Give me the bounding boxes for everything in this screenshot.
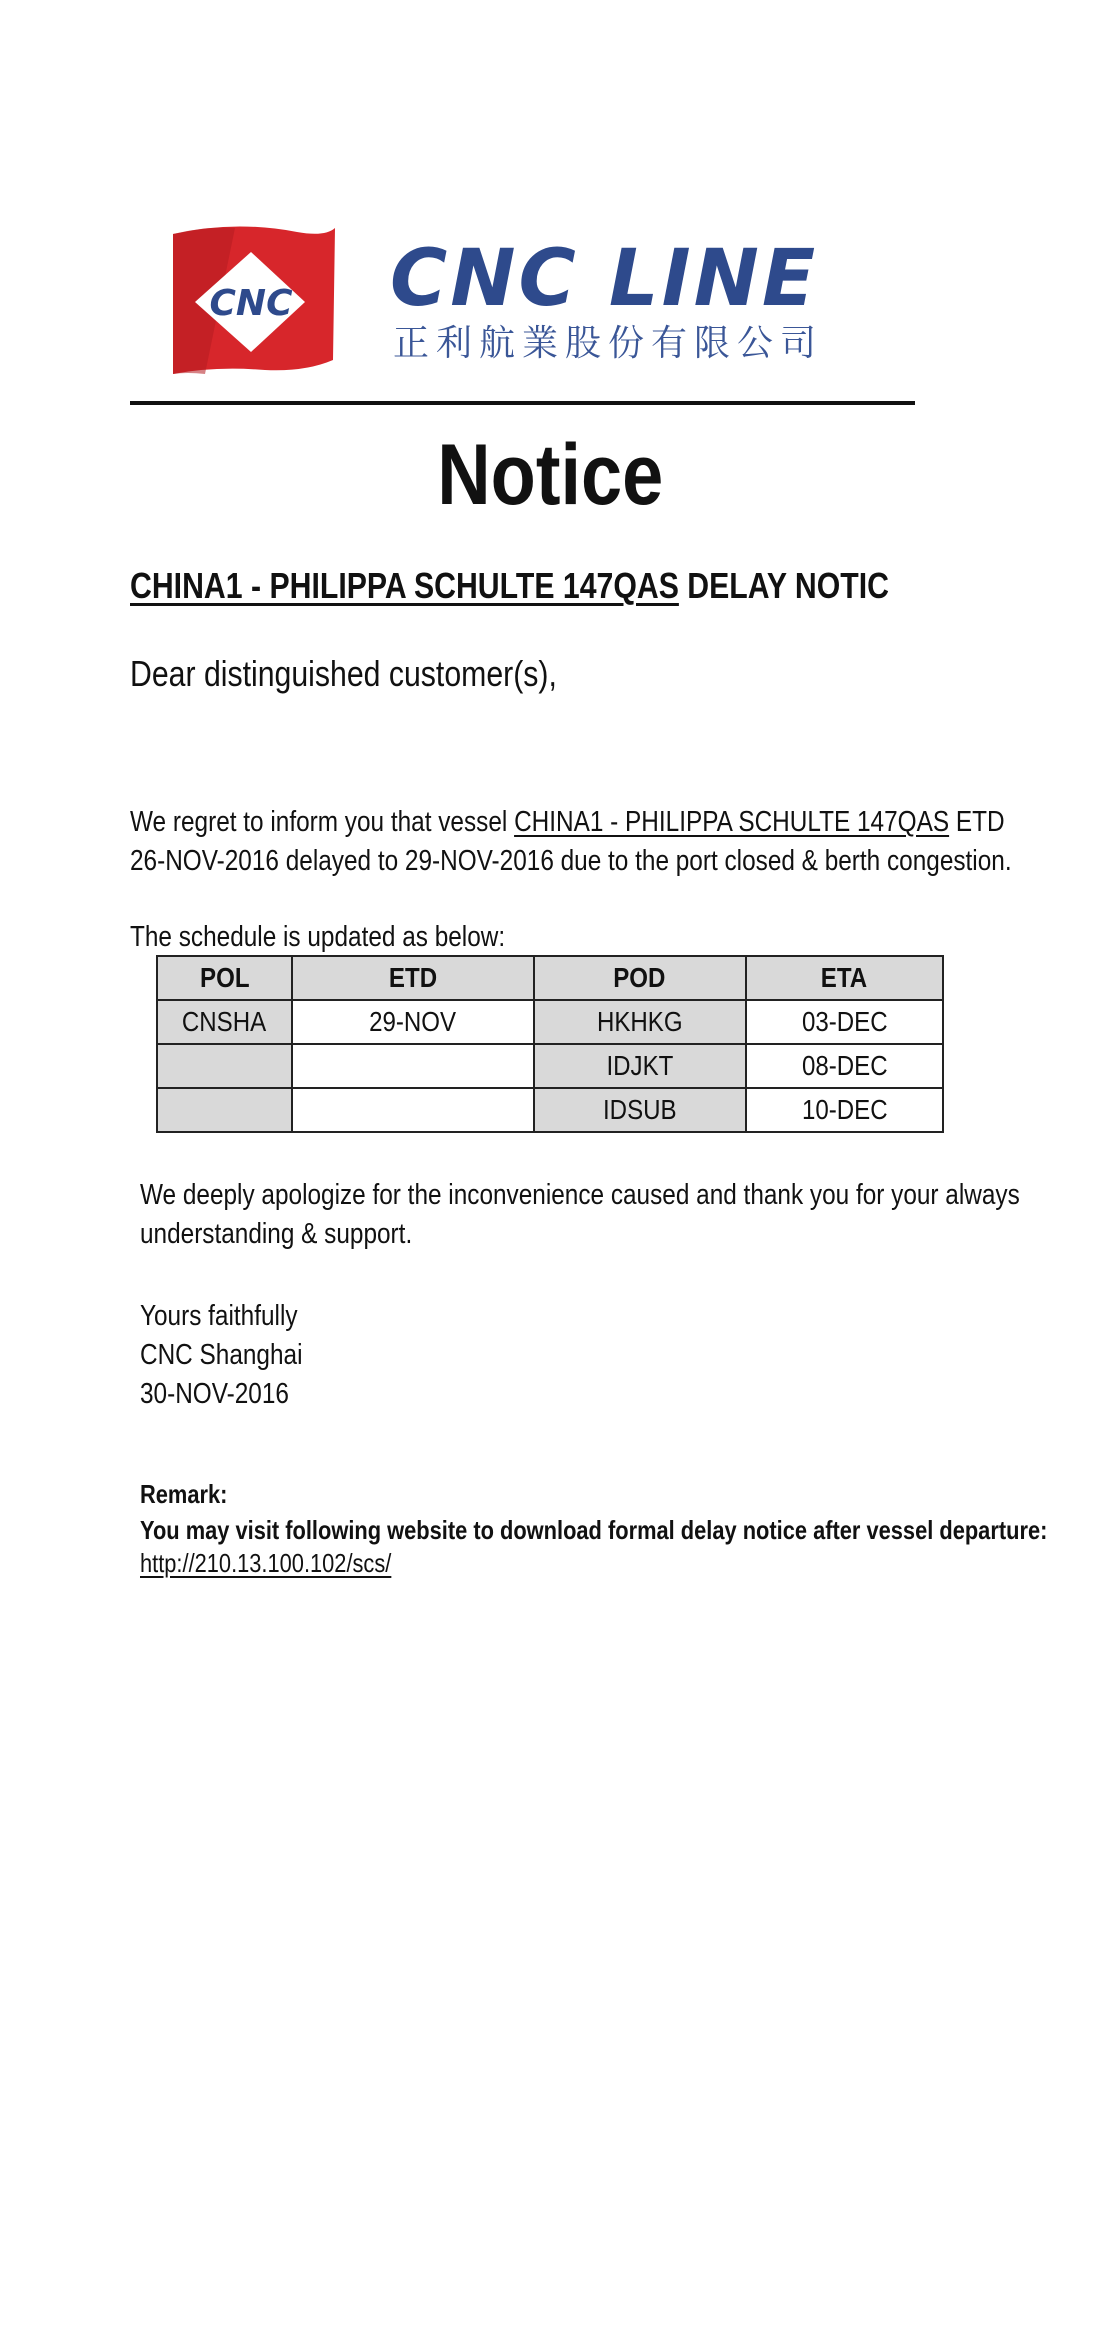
table-header-row — [157, 956, 943, 1000]
cell-pol — [157, 1044, 292, 1088]
apology-line-2: understanding & support. — [140, 1218, 413, 1250]
closing-salutation: Yours faithfully — [140, 1300, 298, 1332]
cell-etd: 29-NOV — [292, 1000, 534, 1044]
table-row — [157, 1044, 943, 1088]
table-row — [157, 1088, 943, 1132]
cell-pod: IDSUB — [534, 1088, 746, 1132]
remark-label: Remark: — [140, 1479, 228, 1509]
cell-etd — [292, 1044, 534, 1088]
subject-vessel: CHINA1 - PHILIPPA SCHULTE 147QAS — [130, 565, 679, 606]
schedule-intro: The schedule is updated as below: — [130, 921, 506, 953]
header-etd: ETD — [292, 956, 534, 1000]
subject-line — [130, 565, 1034, 606]
cnc-flag-logo — [165, 222, 340, 382]
cell-pod: IDJKT — [534, 1044, 746, 1088]
closing-sender: CNC Shanghai — [140, 1339, 303, 1371]
apology-line-1: We deeply apologize for the inconvenience caused and thank you for your always — [140, 1179, 1020, 1211]
header-eta: ETA — [746, 956, 943, 1000]
cell-eta: 10-DEC — [746, 1088, 943, 1132]
brand-chinese-name: 正利航業股份有限公司 — [393, 323, 824, 364]
body-line-2: 26-NOV-2016 delayed to 29-NOV-2016 due to the port closed & berth congestion. — [130, 845, 1012, 877]
table-row — [157, 1000, 943, 1044]
cell-eta: 08-DEC — [746, 1044, 943, 1088]
remark-website-link[interactable]: http://210.13.100.102/scs/ — [140, 1548, 392, 1578]
cell-pod: HKHKG — [534, 1000, 746, 1044]
schedule-table — [156, 955, 944, 1133]
greeting: Dear distinguished customer(s), — [130, 653, 557, 694]
subject-rest: DELAY NOTIC — [678, 565, 889, 606]
logo-flag-text: CNC — [209, 283, 293, 324]
header-pol: POL — [157, 956, 292, 1000]
remark-text: You may visit following website to download formal delay notice after vessel departure: — [140, 1515, 1048, 1545]
brand-name: CNC LINE — [390, 234, 819, 324]
body-line-1: We regret to inform you that vessel CHINA1 - PHILIPPA SCHULTE 147QAS ETD — [130, 806, 1005, 838]
closing-date: 30-NOV-2016 — [140, 1378, 289, 1410]
cell-etd — [292, 1088, 534, 1132]
page-title: Notice — [437, 427, 664, 523]
cell-pol: CNSHA — [157, 1000, 292, 1044]
cell-eta: 03-DEC — [746, 1000, 943, 1044]
header-pod: POD — [534, 956, 746, 1000]
cell-pol — [157, 1088, 292, 1132]
body-vessel-name: CHINA1 - PHILIPPA SCHULTE 147QAS — [514, 806, 950, 838]
header-divider — [130, 401, 915, 405]
company-logo — [165, 222, 875, 382]
